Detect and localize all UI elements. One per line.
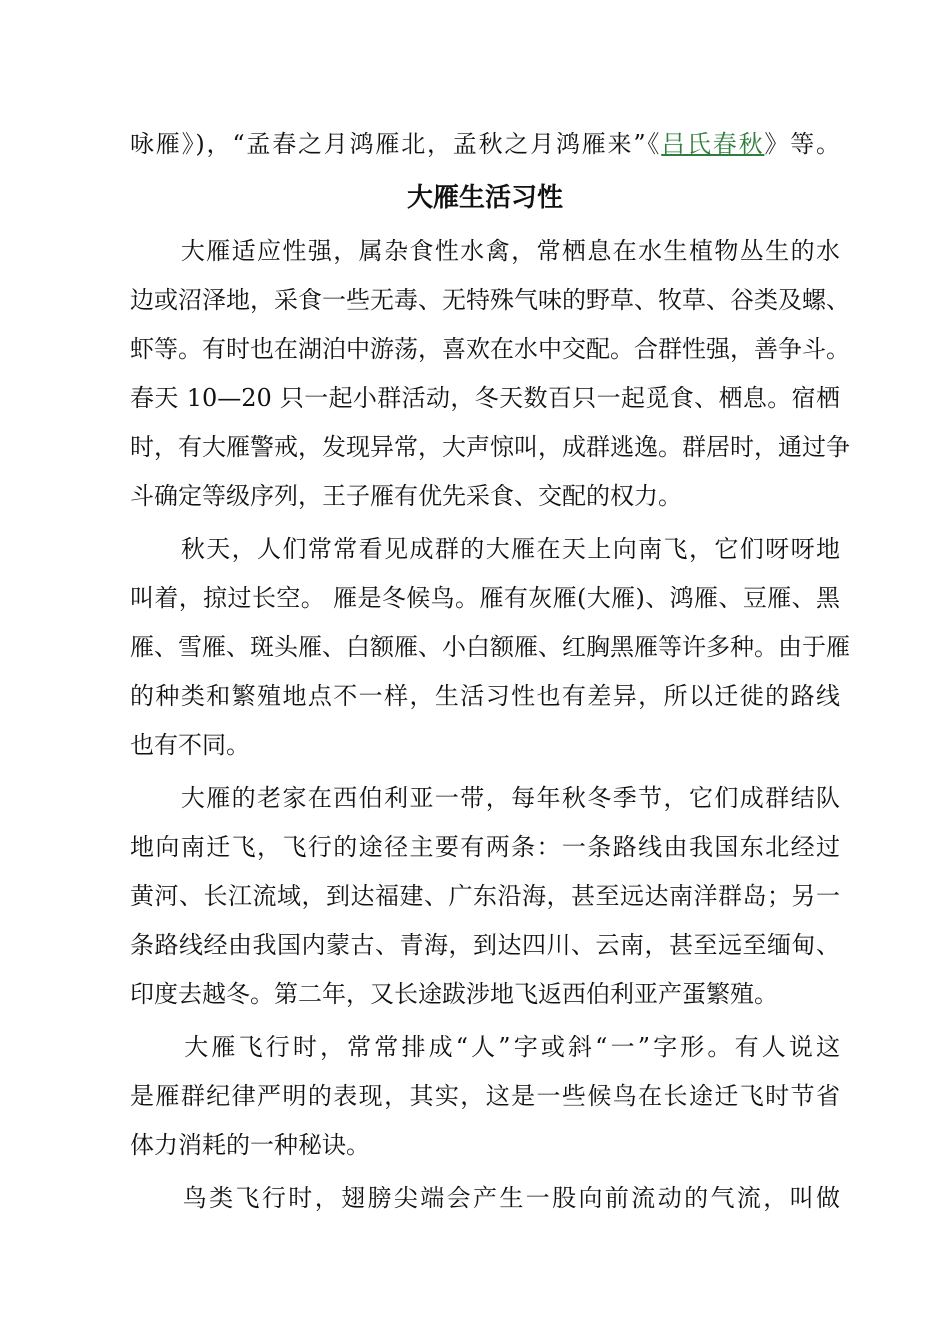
paragraph-line: 雁、雪雁、斑头雁、白额雁、小白额雁、红胸黑雁等许多种。由于雁: [130, 633, 850, 661]
paragraph-line: 鸟类飞行时，翅膀尖端会产生一股向前流动的气流，叫做: [130, 1184, 840, 1212]
paragraph-line: 条路线经由我国内蒙古、青海，到达四川、云南，甚至远至缅甸、: [130, 931, 840, 959]
paragraph-line: 是雁群纪律严明的表现，其实，这是一些候鸟在长途迁飞时节省: [130, 1082, 840, 1110]
paragraph-line: 大雁的老家在西伯利亚一带，每年秋冬季节，它们成群结队: [130, 784, 840, 812]
paragraph-line: 春天 10—20 只一起小群活动，冬天数百只一起觅食、栖息。宿栖: [130, 384, 840, 412]
section-title: 大雁生活习性: [406, 183, 563, 213]
intro-text-after: 》等。: [764, 130, 840, 158]
paragraph-line: 虾等。有时也在湖泊中游荡，喜欢在水中交配。合群性强，善争斗。: [130, 335, 850, 363]
paragraph-line: 地向南迁飞，飞行的途径主要有两条：一条路线由我国东北经过: [130, 833, 840, 861]
paragraph-line: 边或沼泽地，采食一些无毒、无特殊气味的野草、牧草、谷类及螺、: [130, 286, 850, 314]
intro-text-before: 咏雁》)，“孟春之月鸿雁北，孟秋之月鸿雁来”《: [130, 130, 662, 158]
paragraph-line: 叫着，掠过长空。 雁是冬候鸟。雁有灰雁(大雁)、鸿雁、豆雁、黑: [130, 584, 840, 612]
paragraph-line: 印度去越冬。第二年，又长途跋涉地飞返西伯利亚产蛋繁殖。: [130, 980, 778, 1008]
paragraph-line: 秋天，人们常常看见成群的大雁在天上向南飞，它们呀呀地: [130, 535, 840, 563]
paragraph-line: 的种类和繁殖地点不一样，生活习性也有差异，所以迁徙的路线: [130, 682, 840, 710]
intro-line: [130, 128, 840, 160]
book-link[interactable]: 吕氏春秋: [661, 130, 765, 158]
paragraph-line: 斗确定等级序列，王子雁有优先采食、交配的权力。: [130, 482, 682, 510]
paragraph-line: 时，有大雁警戒，发现异常，大声惊叫，成群逃逸。群居时，通过争: [130, 433, 850, 461]
paragraph-line: 大雁飞行时，常常排成“人”字或斜“一”字形。有人说这: [130, 1033, 840, 1061]
paragraph-line: 黄河、长江流域，到达福建、广东沿海，甚至远达南洋群岛；另一: [130, 882, 840, 910]
paragraph-line: 大雁适应性强，属杂食性水禽，常栖息在水生植物丛生的水: [130, 237, 840, 265]
paragraph-line: 也有不同。: [130, 731, 250, 759]
paragraph-line: 体力消耗的一种秘诀。: [130, 1131, 370, 1159]
